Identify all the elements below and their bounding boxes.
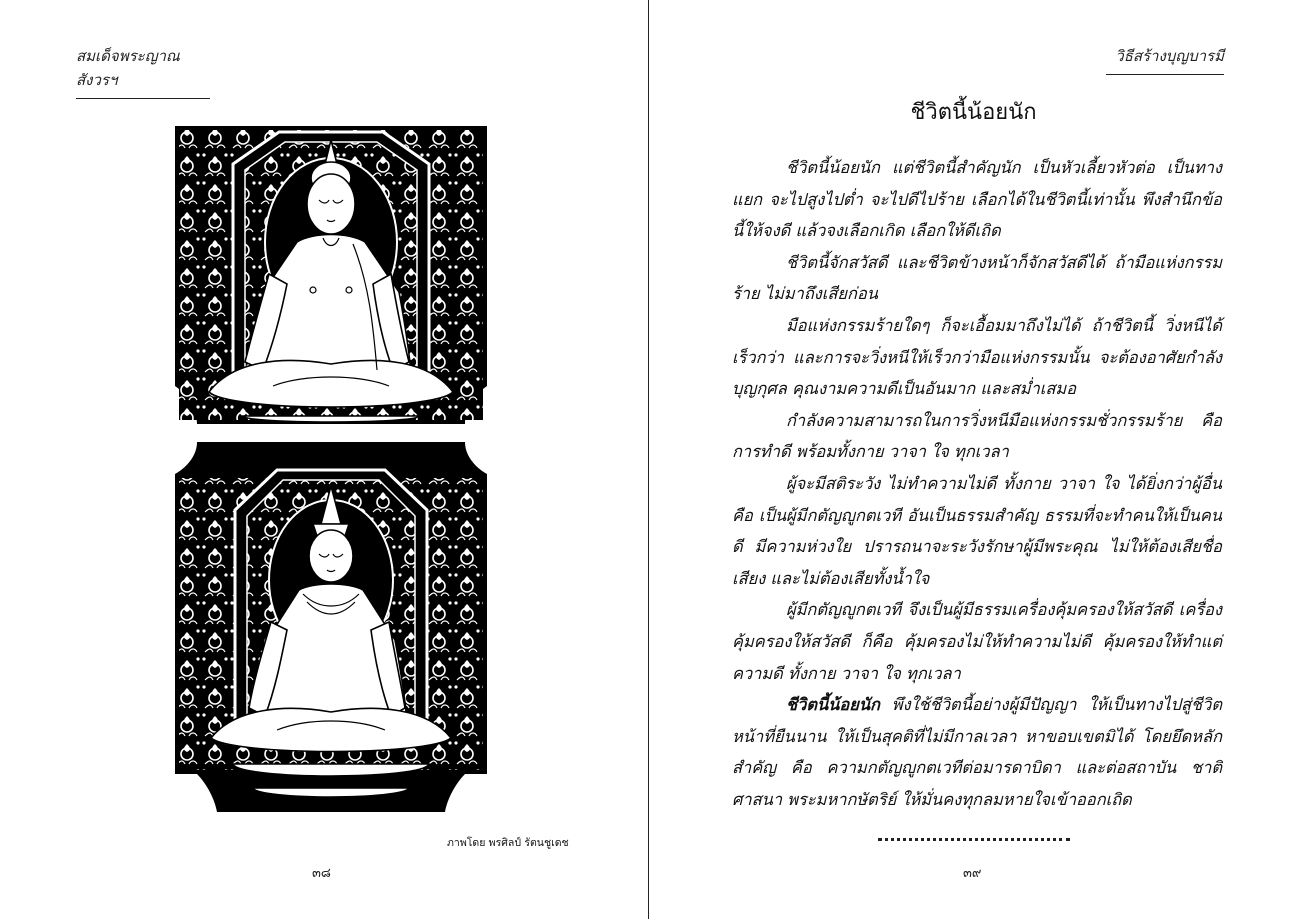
right-page-number: ๓๙: [963, 866, 982, 881]
left-page-number: ๓๘: [312, 866, 331, 881]
closing-paragraph: [732, 689, 1222, 815]
paragraph: กำลังความสามารถในการวิ่งหนีมือแห่งกรรมชั่วกรรมร้าย คือ การทำดี พร้อมทั้งกาย วาจา ใจ ทุกเวลา: [732, 410, 1222, 462]
paragraph: มือแห่งกรรมร้ายใดๆ ก็จะเอื้อมมาถึงไม่ได้ ถ้าชีวิตนี้ วิ่งหนีได้เร็วกว่า และการจะวิ่งหนีให้เร็วกว่ามือแห่งกรรมนั้น จะต้องอาศัยกำลังบุญกุศล คุณงามความดีเป็นอันมาก และสม่ำเสมอ: [732, 315, 1222, 399]
book-spine: [648, 0, 649, 919]
paragraph: ผู้มีกตัญญูกตเวที จึงเป็นผู้มีธรรมเครื่องคุ้มครองให้สวัสดี เครื่องคุ้มครองให้สวัสดี ก็คือ คุ้มครองไม่ให้ทำความไม่ดี คุ้มครองให้ทำแต่ความดี ทั้งกาย วาจา ใจ ทุกเวลา: [732, 600, 1222, 683]
right-running-head: วิธีสร้างบุญบารมี: [1106, 44, 1224, 75]
chapter-title: ชีวิตนี้น้อยนัก: [910, 100, 1037, 125]
body-text: [732, 152, 1222, 815]
buddha-illustration: [173, 124, 489, 814]
paragraph: ผู้จะมีสติระวัง ไม่ทำความไม่ดี ทั้งกาย วาจา ใจ ได้ยิ่งกว่าผู้อื่น คือ เป็นผู้มีกตัญญูกตเวที อันเป็นธรรมสำคัญ ธรรมที่จะทำคนให้เป็นคนดี มีความห่วงใย ปรารถนาจะระวังรักษาผู้มีพระคุณ ไม่ให้ต้องเสียชื่อเสียง และไม่ต้องเสียทั้งน้ำใจ: [732, 473, 1222, 588]
left-running-head: สมเด็จพระญาณสังวรฯ: [76, 44, 210, 99]
illustration-caption: ภาพโดย พรศิลป์ รัตนชูเดช: [447, 837, 569, 849]
dotted-end-rule: [878, 838, 1070, 841]
paragraph: ชีวิตนี้จักสวัสดี และชีวิตข้างหน้าก็จักสวัสดีได้ ถ้ามือแห่งกรรมร้าย ไม่มาถึงเสียก่อน: [732, 252, 1222, 304]
right-page: [650, 0, 1297, 919]
paragraph: ชีวิตนี้น้อยนัก แต่ชีวิตนี้สำคัญนัก เป็นหัวเลี้ยวหัวต่อ เป็นทางแยก จะไปสูงไปต่ำ จะไปดีไปร้าย เลือกได้ในชีวิตนี้เท่านั้น พึงสำนึกข้อนี้ให้จงดี แล้วจงเลือกเกิด เลือกให้ดีเถิด: [732, 158, 1222, 241]
left-page: [0, 0, 648, 919]
closing-paragraph-lead: ชีวิตนี้น้อยนัก: [786, 695, 880, 715]
closing-paragraph-text: พึงใช้ชีวิตนี้อย่างผู้มีปัญญา ให้เป็นทางไปสู่ชีวิตหน้าที่ยืนนาน ให้เป็นสุคติที่ไม่มีกาลเวลา หาขอบเขตมิได้ โดยยึดหลักสำคัญ คือ ความกตัญญูกตเวทีต่อมารดาบิดา และต่อสถาบัน ชาติ ศาสนา พระมหากษัตริย์ ให้มั่นคงทุกลมหายใจเข้าออกเถิด: [732, 695, 1222, 809]
